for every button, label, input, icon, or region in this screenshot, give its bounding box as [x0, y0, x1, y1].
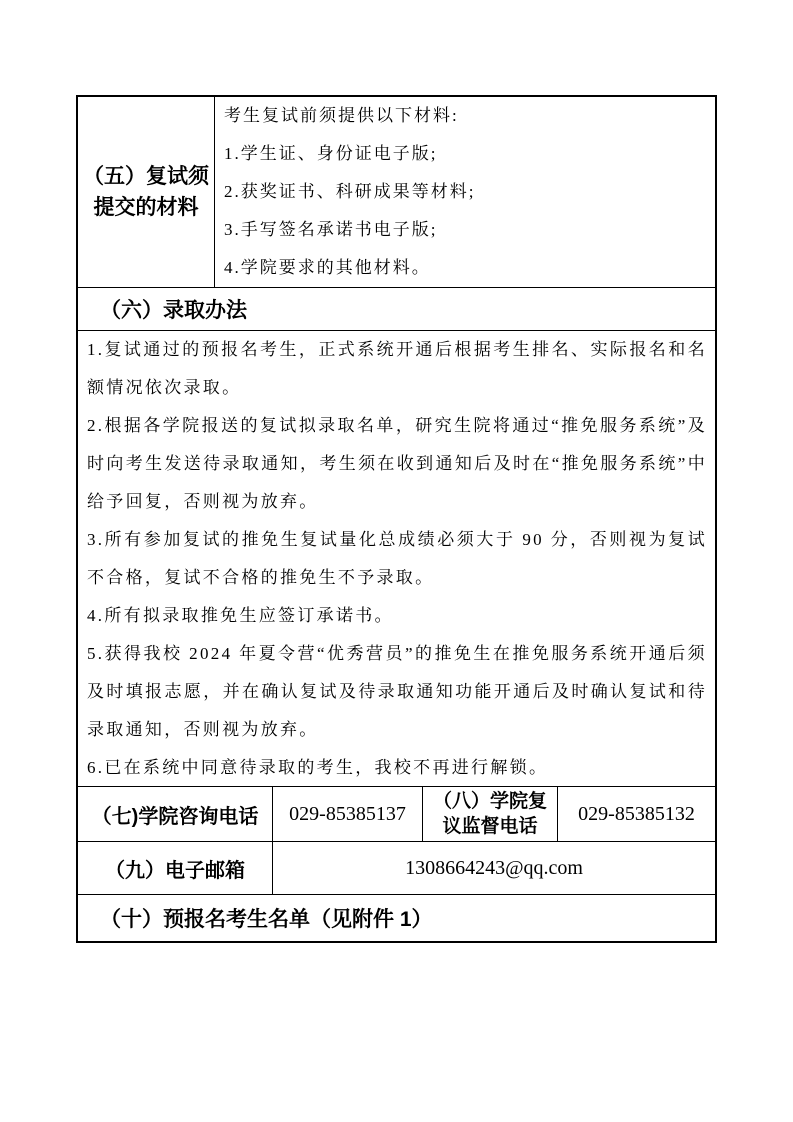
admission-clause: 4.所有拟录取推免生应签订承诺书。: [87, 606, 394, 625]
email-value-cell: 1308664243@qq.com: [405, 856, 583, 879]
admission-body-row: [78, 331, 715, 787]
materials-intro: 考生复试前须提供以下材料:: [224, 106, 459, 125]
materials-item: 2.获奖证书、科研成果等材料;: [224, 182, 476, 201]
review-phone-value-cell: 029-85385132: [578, 802, 695, 825]
materials-item: 1.学生证、身份证电子版;: [224, 144, 438, 163]
materials-item: 4.学院要求的其他材料。: [224, 258, 431, 277]
email-label-cell: （九）电子邮箱: [78, 842, 273, 894]
materials-content-cell: [215, 97, 715, 287]
admission-header-label: （六）录取办法: [100, 299, 247, 322]
admission-header-row: [78, 288, 715, 331]
materials-item: 3.手写签名承诺书电子版;: [224, 220, 438, 239]
applicant-list-row: [78, 895, 715, 941]
consult-phone-value-cell: 029-85385137: [273, 787, 423, 841]
applicant-list-label: （十）预报名考生名单（见附件 1）: [100, 908, 433, 931]
notice-table: [76, 95, 717, 943]
email-row: [78, 842, 715, 895]
admission-clause: 5.获得我校 2024 年夏令营“优秀营员”的推免生在推免服务系统开通后须及时填报志愿，并在确认复试及待录取通知功能开通后及时确认复试和待录取通知，否则视为放弃。: [87, 644, 707, 739]
admission-clause: 2.根据各学院报送的复试拟录取名单，研究生院将通过“推免服务系统”及时向考生发送待录取通知，考生须在收到通知后及时在“推免服务系统”中给予回复，否则视为放弃。: [87, 416, 707, 511]
review-phone-label-cell: （八）学院复议监督电话: [423, 787, 558, 841]
materials-label-cell: （五）复试须提交的材料: [78, 97, 215, 287]
contacts-row: [78, 787, 715, 842]
admission-clause: 1.复试通过的预报名考生，正式系统开通后根据考生排名、实际报名和名额情况依次录取。: [87, 340, 707, 397]
row-materials: [78, 97, 715, 288]
admission-clause: 6.已在系统中同意待录取的考生，我校不再进行解锁。: [87, 758, 549, 777]
consult-phone-label-cell: （七)学院咨询电话: [78, 787, 273, 841]
admission-clause: 3.所有参加复试的推免生复试量化总成绩必须大于 90 分，否则视为复试不合格，复试不合格的推免生不予录取。: [87, 530, 707, 587]
